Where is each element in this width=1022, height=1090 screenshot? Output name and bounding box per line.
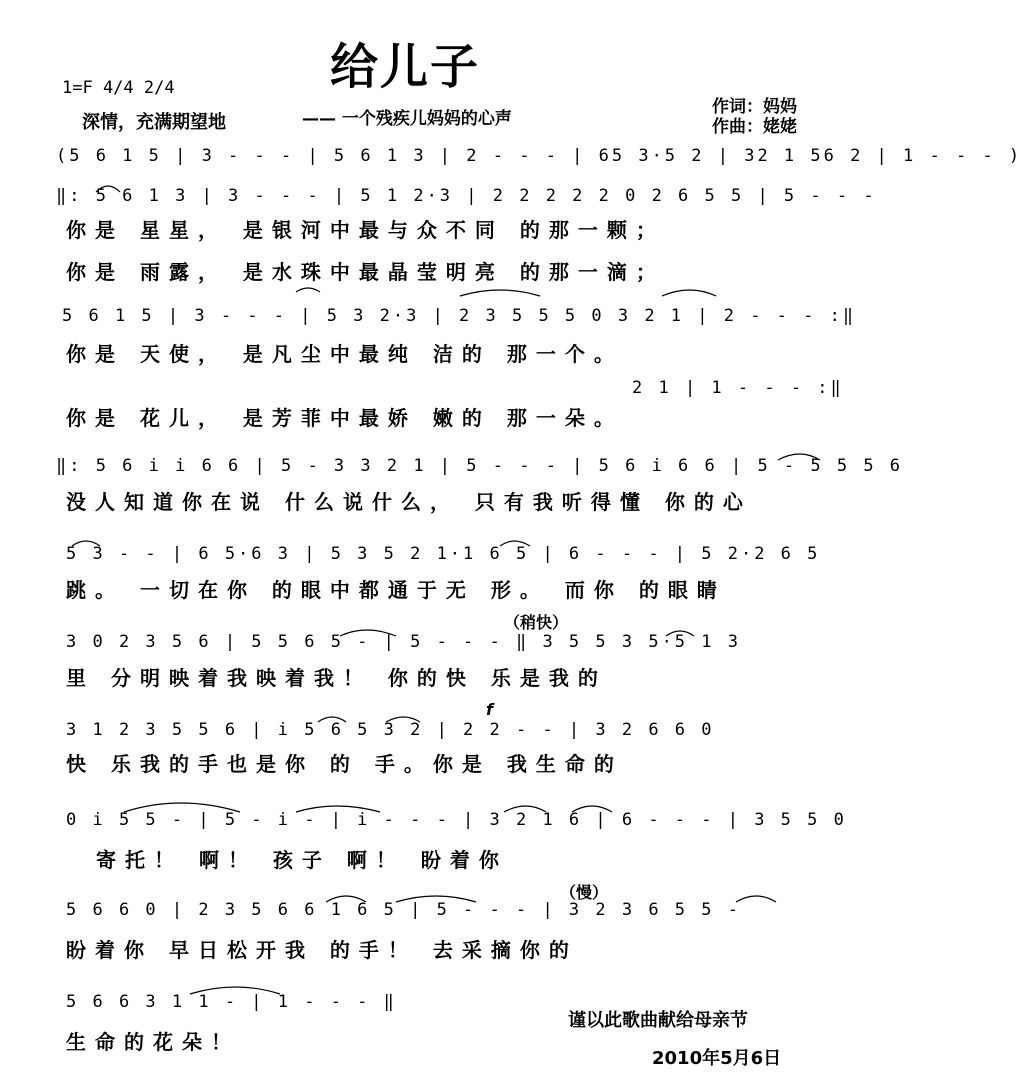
- lyric-line-2: 你是 雨露， 是水珠中最晶莹明亮 的那一滴；: [66, 260, 665, 284]
- notation-line-3: 5 6 1 5 | 3 - - - | 5 3 2·3 | 2 3 5 5 5 0 3 2 1 | 2 - - - :‖: [62, 306, 857, 326]
- notation-line-7: 3 0 2 3 5 6 | 5 5 6 5 - | 5 - - - ‖ 3 5 5 3 5·5 1 3: [66, 632, 741, 652]
- lyric-line-6: 跳。 一切在你 的眼中都通于无 形。 而你 的眼睛: [66, 578, 726, 602]
- lyric-line-1: 你是 星星， 是银河中最与众不同 的那一颗；: [66, 218, 665, 242]
- song-title: 给儿子: [330, 39, 481, 95]
- lyric-line-11: 生命的花朵！: [66, 1030, 240, 1054]
- date: 2010年5月6日: [652, 1048, 782, 1069]
- key-signature: 1=F 4/4 2/4: [62, 78, 175, 98]
- notation-line-4: 2 1 | 1 - - - :‖: [632, 378, 844, 398]
- lyric-line-5: 没人知道你在说 什么说什么， 只有我听得懂 你的心: [66, 490, 752, 514]
- lyric-line-3: 你是 天使， 是凡尘中最纯 洁的 那一个。: [66, 342, 623, 366]
- slur-3: [460, 290, 540, 296]
- lyric-line-7: 里 分明映着我映着我！ 你的快 乐是我的: [66, 666, 607, 690]
- notation-line-10: 5 6 6 0 | 2 3 5 6 6 1 6 5 | 5 - - - | 3 2 3 6 5 5 -: [66, 900, 741, 920]
- notation-line-0: (5 6 1 5 | 3 - - - | 5 6 1 3 | 2 - - - | 65 3·5 2 | 32 1 56 2 | 1 - - - ): [56, 146, 1022, 166]
- notation-line-8: 3 1 2 3 5 5 6 | i 5 6 5 3 2 | 2 2 - - | 3 2 6 6 0: [66, 720, 715, 740]
- expression-mark: 深情，充满期望地: [82, 112, 226, 133]
- lyric-line-10: 盼着你 早日松开我 的手！ 去采摘你的: [66, 938, 578, 962]
- notation-line-1: ‖: 5 6 1 3 | 3 - - - | 5 1 2·3 | 2 2 2 2 2 0 2 6 5 5 | 5 - - -: [56, 186, 877, 206]
- tempo-slower: （慢）: [560, 883, 609, 902]
- lyric-line-8: 快 乐我的手也是你 的 手。你是 我生命的: [66, 752, 623, 776]
- tempo-faster: （稍快）: [504, 613, 569, 632]
- lyric-line-9: 寄托！ 啊！ 孩子 啊！ 盼着你: [96, 848, 508, 872]
- slur-18: [736, 896, 776, 902]
- dedication: 谨以此歌曲献给母亲节: [568, 1010, 748, 1031]
- dynamic-forte: f: [486, 700, 493, 719]
- slur-2: [296, 288, 320, 292]
- composer-credit: 作曲：姥姥: [712, 117, 797, 137]
- lyric-line-4: 你是 花儿， 是芳菲中最娇 嫩的 那一朵。: [66, 406, 623, 430]
- slur-4: [662, 290, 716, 296]
- lyricist-credit: 作词：妈妈: [712, 97, 797, 117]
- subtitle: —— 一个残疾儿妈妈的心声: [302, 109, 512, 129]
- notation-line-11: 5 6 6 3 1 1 - | 1 - - - ‖: [66, 992, 397, 1012]
- notation-line-9: 0 i 5 5 - | 5 - i - | i - - - | 3 2 1 6 | 6 - - - | 3 5 5 0: [66, 810, 847, 830]
- notation-line-5: ‖: 5 6 i i 6 6 | 5 - 3 3 2 1 | 5 - - - | 5 6 i 6 6 | 5 - 5 5 5 6: [56, 456, 904, 476]
- notation-line-6: 5 3 - - | 6 5·6 3 | 5 3 5 2 1·1 6 5 | 6 - - - | 5 2·2 6 5: [66, 544, 821, 564]
